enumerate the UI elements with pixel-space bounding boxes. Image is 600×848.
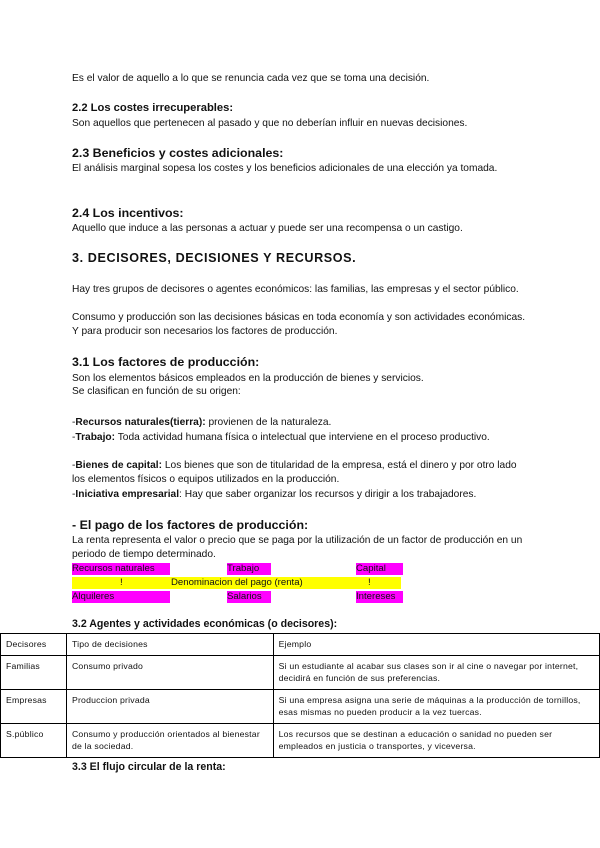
factor-item-capital: -Bienes de capital: Los bienes que son de titularidad de la empresa, está el dinero y por otro lado los elementos físicos o equipos utilizados en la producción. [72,460,517,485]
arrow-marker-right: ! [368,577,371,588]
table-cell: Si una empresa asigna una serie de máquinas a la producción de tornillos, esas mismas no pueden producir a la vez tuercas. [273,690,599,724]
table-cell: Los recursos que se destinan a educación o sanidad no pueden ser empleados en justicia o transportes, y viceversa. [273,724,599,758]
section-3-1-line-1: Son los elementos básicos empleados en la producción de bienes y servicios. [72,373,424,384]
denomination-bar [72,577,401,589]
table-row [1,656,600,690]
factor-item-natural-resources: -Recursos naturales(tierra): provienen de la naturaleza. [72,417,332,428]
table-cell: Consumo privado [66,656,273,690]
table-cell: Consumo y producción orientados al bienestar de la sociedad. [66,724,273,758]
table-header-row [1,634,600,656]
table-row [1,690,600,724]
section-3-1-line-2: Se clasifican en función de su origen: [72,386,241,397]
payment-wages-label: Salarios [227,591,271,603]
factor-capital-label: Capital [356,563,403,575]
table-header-cell: Tipo de decisiones [66,634,273,656]
table-cell: Produccion privada [66,690,273,724]
factor-item-labour: -Trabajo: Toda actividad humana física o intelectual que interviene en el proceso productivo. [72,432,490,443]
section-2-3-text: El análisis marginal sopesa los costes y los beneficios adicionales de una elección ya tomada. [72,163,498,174]
section-3-1-title: 3.1 Los factores de producción: [72,355,260,369]
table-header-cell: Decisores [1,634,67,656]
table-row [1,724,600,758]
factor-item-entrepreneurship: -Iniciativa empresarial: Hay que saber organizar los recursos y dirigir a los trabajadores. [72,489,477,500]
payment-rent-label: Alquileres [72,591,170,603]
section-2-4-text: Aquello que induce a las personas a actuar y puede ser una recompensa o un castigo. [72,223,463,234]
factor-labour-label: Trabajo [227,563,271,575]
table-cell: Si un estudiante al acabar sus clases son ir al cine o navegar por internet, decidirá en función de sus preferencias. [273,656,599,690]
intro-line: Es el valor de aquello a lo que se renuncia cada vez que se toma una decisión. [72,73,430,84]
payment-text: La renta representa el valor o precio que se paga por la utilización de un factor de producción en un periodo de tiempo determinado. [72,535,523,560]
section-2-2-title: 2.2 Los costes irrecuperables: [72,102,234,114]
table-cell: Empresas [1,690,67,724]
section-2-2-text: Son aquellos que pertenecen al pasado y que no deberían influir en nuevas decisiones. [72,118,468,129]
section-3-title: 3. DECISORES, DECISIONES Y RECURSOS. [72,251,357,265]
denomination-label: Denominacion del pago (renta) [171,577,303,588]
section-3-para-1: Hay tres grupos de decisores o agentes económicos: las familias, las empresas y el sector público. [72,284,519,295]
section-3-para-2: Consumo y producción son las decisiones básicas en toda economía y son actividades económicas. Y para producir son necesarios los factores de producción. [72,312,526,337]
arrow-marker-left: ! [120,577,123,588]
section-2-4-title: 2.4 Los incentivos: [72,206,184,220]
payment-interest-label: Intereses [356,591,403,603]
section-3-3-title: 3.3 El flujo circular de la renta: [72,761,226,773]
section-3-2-title: 3.2 Agentes y actividades económicas (o decisores): [72,618,338,630]
factor-natural-resources-label: Recursos naturales [72,563,170,575]
agents-table [0,633,600,758]
table-cell: Familias [1,656,67,690]
payment-title: - El pago de los factores de producción: [72,518,309,532]
table-header-cell: Ejemplo [273,634,599,656]
table-cell: S.público [1,724,67,758]
section-2-3-title: 2.3 Beneficios y costes adicionales: [72,146,284,160]
